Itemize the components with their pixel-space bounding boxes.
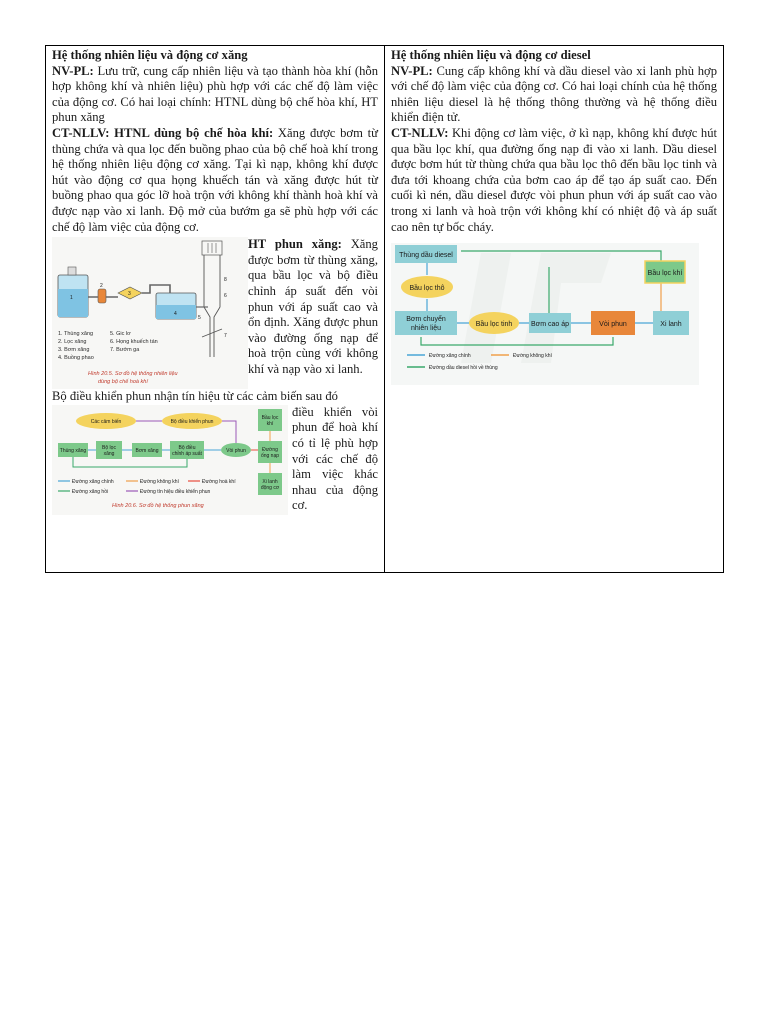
diesel-nvpl-label: NV-PL:	[391, 63, 433, 78]
fig2-air-2: khí	[266, 420, 274, 427]
fig2-leg-return: Đường xăng hồi	[72, 488, 109, 495]
fig2-ecu: Bộ điều khiển phun	[170, 418, 214, 425]
fig1-legend-6: 6. Họng khuếch tán	[110, 339, 158, 346]
fig1-caption-2: dùng bộ chế hoà khí	[98, 379, 148, 386]
fig2-intake-1: Đường	[262, 446, 278, 453]
petrol-nvpl-text: Lưu trữ, cung cấp nhiên liệu và tạo thành hòa khí (hỗn hợp không khí và nhiên liệu) phù hợp với các chế độ làm việc của động cơ. Có hai loại chính: HTNL dùng bộ chế hòa khí, HT phun xăng	[52, 63, 378, 125]
fig1-legend-4: 4. Buồng phao	[58, 355, 94, 362]
fig2-leg-air: Đường không khí	[140, 478, 179, 485]
fig3-air: Bầu lọc khí	[647, 270, 683, 278]
injection-figure-row	[52, 405, 378, 515]
fig1-num-7: 7	[224, 333, 227, 340]
diesel-nvpl-text: Cung cấp không khí và dầu diesel vào xi lanh phù hợp với chế độ làm việc của động cơ. Có hai loại chính của hệ thống nhiên liệu diesel là hệ thống thông thường và hệ thống điều khiển điện tử.	[391, 63, 717, 125]
fig2-leg-mix: Đường hoà khí	[202, 478, 236, 485]
fig2-caption: Hình 20.6. Sơ đồ hệ thống phun xăng	[112, 502, 204, 509]
fig1-num-2: 2	[100, 283, 103, 290]
fig2-sensors: Các cảm biến	[90, 418, 122, 425]
injection-label: HT phun xăng:	[248, 237, 342, 252]
fig2-tank: Thùng xăng	[59, 447, 87, 454]
petrol-system-column	[46, 46, 385, 572]
diesel-fuel-diagram	[391, 243, 699, 385]
fig1-num-6: 6	[224, 293, 227, 300]
fig1-num-5: 5	[198, 315, 201, 322]
fig1-legend-3: 3. Bơm xăng	[58, 347, 90, 354]
fig1-caption-1: Hình 20.5. Sơ đồ hệ thống nhiên liệu	[88, 371, 178, 378]
fig1-legend-5: 5. Gic lơ	[110, 331, 131, 338]
fig1-legend-1: 1. Thùng xăng	[58, 331, 94, 338]
fig3-fine: Bầu lọc tinh	[475, 321, 513, 329]
fig2-reg-1: Bộ điều	[178, 444, 196, 451]
petrol-ct-label: CT-NLLV: HTNL dùng bộ chế hòa khí:	[52, 125, 274, 140]
fig2-filter-1: Bộ lọc	[102, 444, 116, 451]
fig1-num-4: 4	[174, 311, 177, 318]
fig3-leg-air: Đường không khí	[513, 353, 552, 360]
fig3-leg-fuel: Đường xăng chính	[429, 353, 471, 360]
fig2-cyl-1: Xi lanh	[262, 478, 278, 485]
fig3-tank: Thùng dầu diesel	[399, 252, 453, 260]
fig2-air-1: Bầu lọc	[261, 414, 279, 421]
fig2-intake-2: ống nạp	[260, 452, 280, 459]
petrol-title: Hệ thống nhiên liệu và động cơ xăng	[52, 48, 248, 62]
petrol-ct-text: Xăng được bơm từ thùng chứa và qua lọc đến buồng phao của bộ chế hoà khí trong hệ thống nhiên liệu động cơ xăng. Tại kì nạp, không khí được hút vào động cơ qua họng khuếch tán và xăng được hút từ buồng phao qua góc lỡ hoà trộn với không khí thành hoà khí và được nạp vào xi lanh. Độ mở của bướm ga sẽ phù hợp với các chế độ làm việc của động cơ.	[52, 125, 378, 234]
petrol-ct-paragraph	[52, 126, 378, 235]
petrol-nvpl-paragraph	[52, 64, 378, 126]
fig1-num-1: 1	[70, 295, 73, 302]
fig3-hp-pump: Bơm cao áp	[530, 321, 570, 329]
fig2-pump: Bơm xăng	[135, 447, 159, 454]
fig2-reg-2: chỉnh áp suất	[172, 450, 202, 457]
injection-paragraph	[248, 237, 378, 377]
fig2-leg-signal: Đường tín hiệu điều khiển phun	[140, 488, 211, 495]
fig1-legend-7: 7. Bướm ga	[110, 347, 140, 354]
two-column-table	[45, 45, 724, 573]
injection-text: Xăng được bơm từ thùng xăng, qua bầu lọc và bộ điều chỉnh áp suất đến vòi phun với áp suất cao và ổn định. Xăng được phun vào đường ống nạp để hoà trộn cùng với không khí và nạp vào xi lanh.	[248, 237, 378, 376]
fig3-injector: Vòi phun	[599, 321, 627, 329]
fuel-injection-diagram	[52, 405, 288, 515]
ecu-paragraph-start: Bộ điều khiển phun nhận tín hiệu từ các cảm biến sau đó	[52, 389, 338, 404]
diesel-ct-text: Khi động cơ làm việc, ở kì nạp, không khí được hút qua bầu lọc khí, qua đường ống nạp đi vào xi lanh. Dầu diesel được bơm hút từ thùng chứa qua bầu lọc thô đến bầu lọc tinh và đưa tới khoang chứa của bơm cao áp để tạo áp suất cao. Đến cuối kì nén, dầu diesel được vòi phun phun với áp suất cao vào trong xi lanh và hoà trộn với không khí có nhiệt độ và áp suất cao nên tự bốc cháy.	[391, 125, 717, 234]
fig3-transfer-2: nhiên liệu	[411, 325, 441, 333]
carburetor-figure-row	[52, 237, 378, 389]
fig3-cyl: Xi lanh	[660, 321, 682, 329]
fig1-num-8: 8	[224, 277, 227, 284]
fig3-transfer-1: Bơm chuyển	[406, 316, 446, 324]
fig1-num-3: 3	[128, 291, 131, 298]
fig2-leg-main: Đường xăng chính	[72, 478, 114, 485]
fig3-coarse: Bầu lọc thô	[409, 285, 445, 293]
diesel-ct-label: CT-NLLV:	[391, 125, 449, 140]
fig2-cyl-2: động cơ	[260, 484, 280, 491]
ecu-paragraph-end: điều khiển vòi phun để hoà khí có tỉ lệ phù hợp với các chế độ làm việc khác nhau của động cơ.	[292, 404, 378, 513]
fig2-injector: Vòi phun	[226, 447, 246, 454]
diesel-title: Hệ thống nhiên liệu và động cơ diesel	[391, 48, 591, 62]
fig3-leg-return: Đường dầu diesel hồi về thùng	[429, 365, 498, 372]
diesel-ct-paragraph	[391, 126, 717, 235]
diesel-nvpl-paragraph	[391, 64, 717, 126]
diesel-system-column	[385, 46, 723, 572]
petrol-nvpl-label: NV-PL:	[52, 63, 94, 78]
carburetor-system-diagram	[52, 237, 248, 389]
fig1-legend-2: 2. Lọc xăng	[58, 339, 87, 346]
fig2-filter-2: xăng	[103, 450, 115, 457]
